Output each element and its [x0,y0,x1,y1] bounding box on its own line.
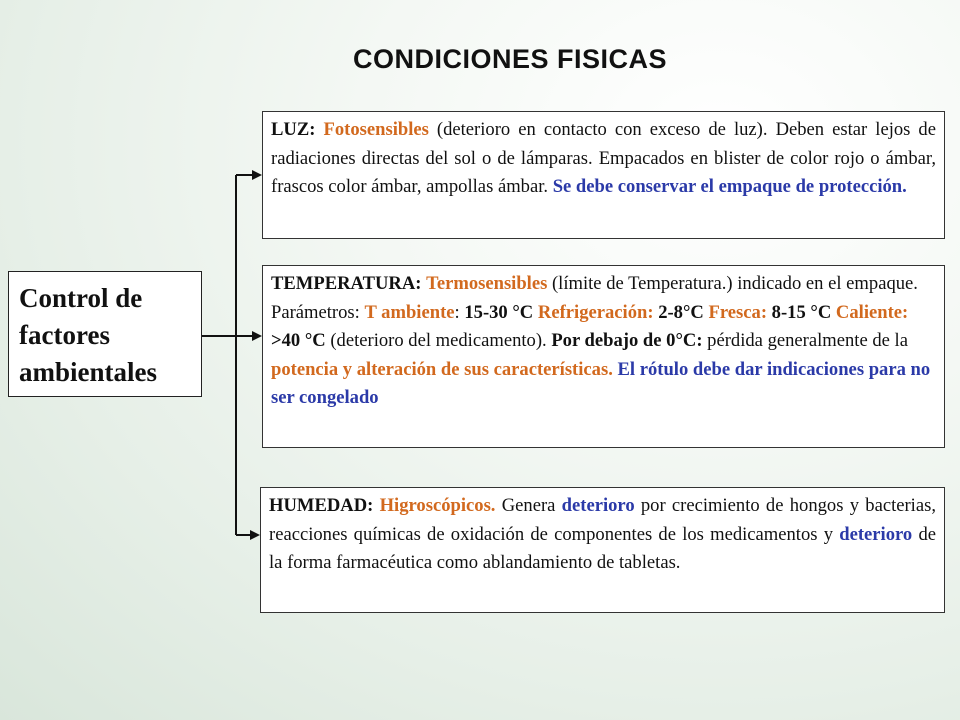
arrow-luz-head [252,170,262,180]
temperatura-box [262,265,945,448]
hum-term: Higroscópicos. [379,495,496,516]
luz-text: (deterioro en contacto con exceso de luz). Deben estar lejos de radiaciones directas del sol o de lámparas. Empacados en blister de color rojo o ámbar, frascos color ámbar, ampollas ámbar. [271,119,936,197]
hum-text2: por crecimiento de hongos y bacterias, reacciones químicas de oxidación de componentes de los medicamentos y [269,495,936,545]
luz-label: LUZ: [271,119,316,140]
temp-refrig-value: 2-8°C [653,301,709,323]
main-concept-box: Control de factores ambientales [8,271,202,397]
temp-text3: pérdida generalmente de la [702,330,908,351]
hum-deterioro-2: deterioro [839,523,913,545]
temp-text1: (límite de Temperatura.) indicado en el empaque. Parámetros: [271,273,918,323]
temp-caliente-label: Caliente: [835,301,909,323]
temp-debajo-label: Por debajo de 0°C: [551,330,703,351]
temp-colon: : [454,301,465,323]
luz-note: Se debe conservar el empaque de protección. [552,176,907,197]
arrow-temp-head [252,331,262,341]
temp-caliente-value: >40 °C [271,330,326,351]
temp-rotulo: El rótulo debe dar indicaciones para no ser congelado [271,358,931,408]
hum-deterioro-1: deterioro [561,495,635,516]
temp-fresca-label: Fresca: [708,301,768,323]
luz-box [262,111,945,239]
temp-refrig-label: Refrigeración: [537,301,654,323]
temp-term: Termosensibles [426,273,548,294]
temp-label: TEMPERATURA: [271,273,422,294]
page-title: CONDICIONES FISICAS [352,44,668,74]
hum-text3: de la forma farmacéutica como ablandamiento de tabletas. [269,523,936,573]
hum-text1: Genera [495,495,562,516]
arrow-hum-head [250,530,260,540]
hum-label: HUMEDAD: [269,495,374,516]
temp-text2: (deterioro del medicamento). [325,330,552,351]
temp-ambiente-value: 15-30 °C [464,301,534,323]
temp-perdida: potencia y alteración de sus características. [271,358,613,380]
humedad-box [260,487,945,613]
temp-fresca-value: 8-15 °C [767,301,836,323]
temp-ambiente-label: T ambiente [364,301,455,323]
luz-term: Fotosensibles [323,119,429,140]
